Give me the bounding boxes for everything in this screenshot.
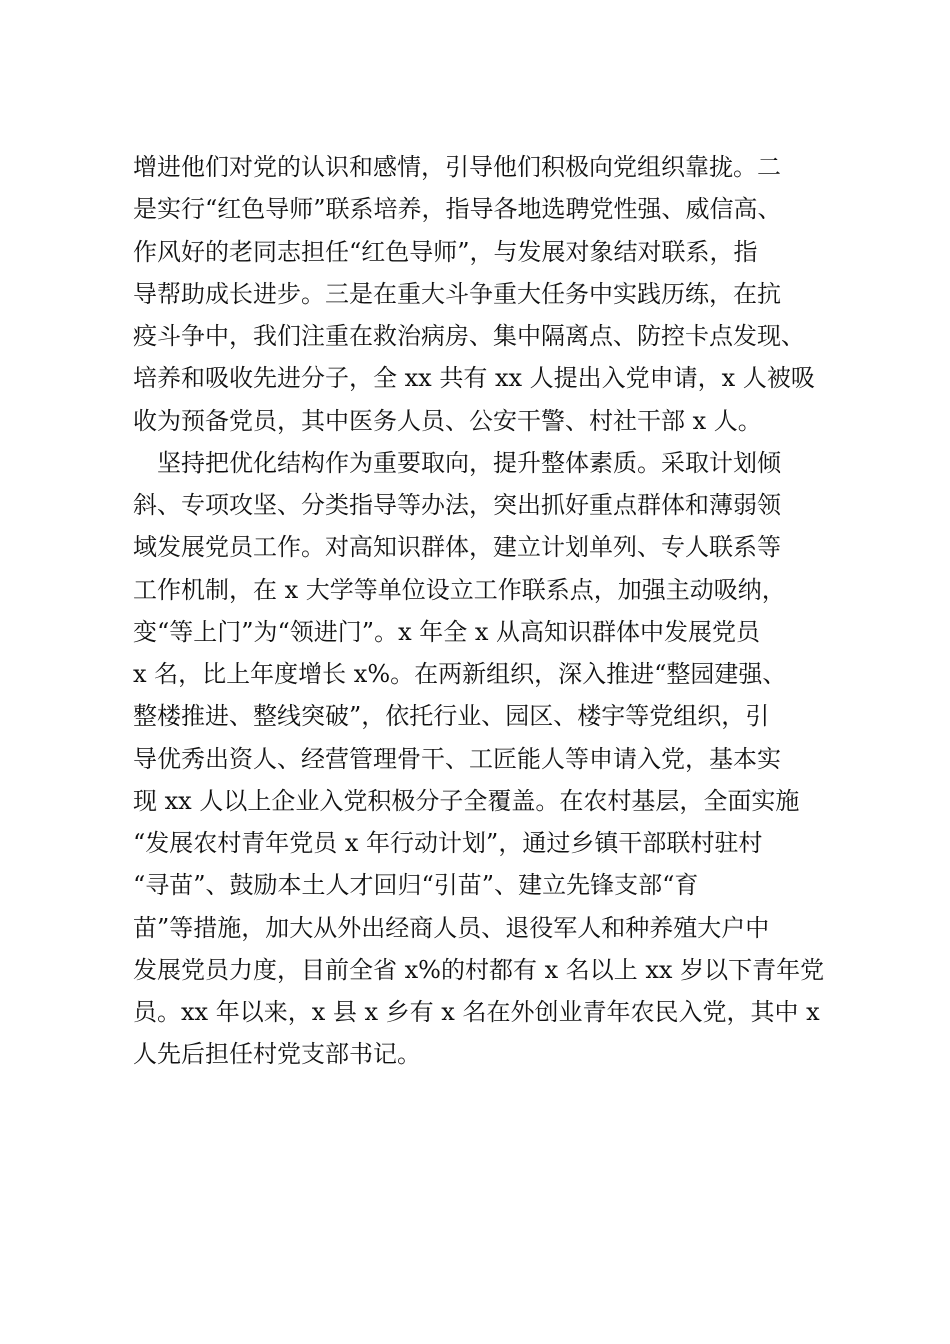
document-body (133, 146, 853, 1076)
paragraph-line: 导优秀出资人、经营管理骨干、工匠能人等申请入党，基本实 (133, 744, 781, 773)
paragraph-line: 收为预备党员，其中医务人员、公安干警、村社干部 x 人。 (133, 406, 762, 435)
paragraph-line: 导帮助成长进步。三是在重大斗争重大任务中实践历练，在抗 (133, 279, 781, 308)
paragraph-line: 疫斗争中，我们注重在救治病房、集中隔离点、防控卡点发现、 (133, 322, 805, 350)
paragraph-line: “寻苗”、鼓励本土人才回归“引苗”、建立先锋支部“育 (133, 871, 699, 900)
paragraph-line: 变“等上门”为“领进门”。x 年全 x 从高知识群体中发展党员 (133, 617, 761, 646)
paragraph-line: x 名，比上年度增长 x%。在两新组织，深入推进“整园建强、 (133, 660, 787, 688)
paragraph-line: 人先后担任村党支部书记。 (133, 1040, 421, 1069)
paragraph-line: 工作机制，在 x 大学等单位设立工作联系点，加强主动吸纳， (133, 575, 786, 604)
paragraph-line: 作风好的老同志担任“红色导师”，与发展对象结对联系，指 (133, 237, 758, 266)
paragraph-line: 发展党员力度，目前全省 x%的村都有 x 名以上 xx 岁以下青年党 (133, 955, 825, 984)
paragraph-line: 是实行“红色导师”联系培养，指导各地选聘党性强、威信高、 (133, 195, 782, 224)
paragraph-line: 整楼推进、整线突破”，依托行业、园区、楼宇等党组织，引 (133, 702, 770, 731)
paragraph-1 (133, 146, 853, 442)
paragraph-line: 员。xx 年以来，x 县 x 乡有 x 名在外创业青年农民入党，其中 x (133, 998, 820, 1026)
paragraph-line: 坚持把优化结构作为重要取向，提升整体素质。采取计划倾 (133, 448, 781, 477)
paragraph-line: “发展农村青年党员 x 年行动计划”，通过乡镇干部联村驻村 (133, 829, 763, 857)
paragraph-line: 域发展党员工作。对高知识群体，建立计划单列、专人联系等 (133, 533, 781, 562)
paragraph-line: 斜、专项攻坚、分类指导等办法，突出抓好重点群体和薄弱领 (133, 491, 781, 519)
paragraph-2 (133, 442, 853, 1076)
paragraph-line: 现 xx 人以上企业入党积极分子全覆盖。在农村基层，全面实施 (133, 786, 800, 815)
paragraph-line: 增进他们对党的认识和感情，引导他们积极向党组织靠拢。二 (133, 153, 781, 181)
paragraph-line: 苗”等措施，加大从外出经商人员、退役军人和种养殖大户中 (133, 913, 770, 942)
paragraph-line: 培养和吸收先进分子，全 xx 共有 xx 人提出入党申请，x 人被吸 (133, 364, 815, 393)
